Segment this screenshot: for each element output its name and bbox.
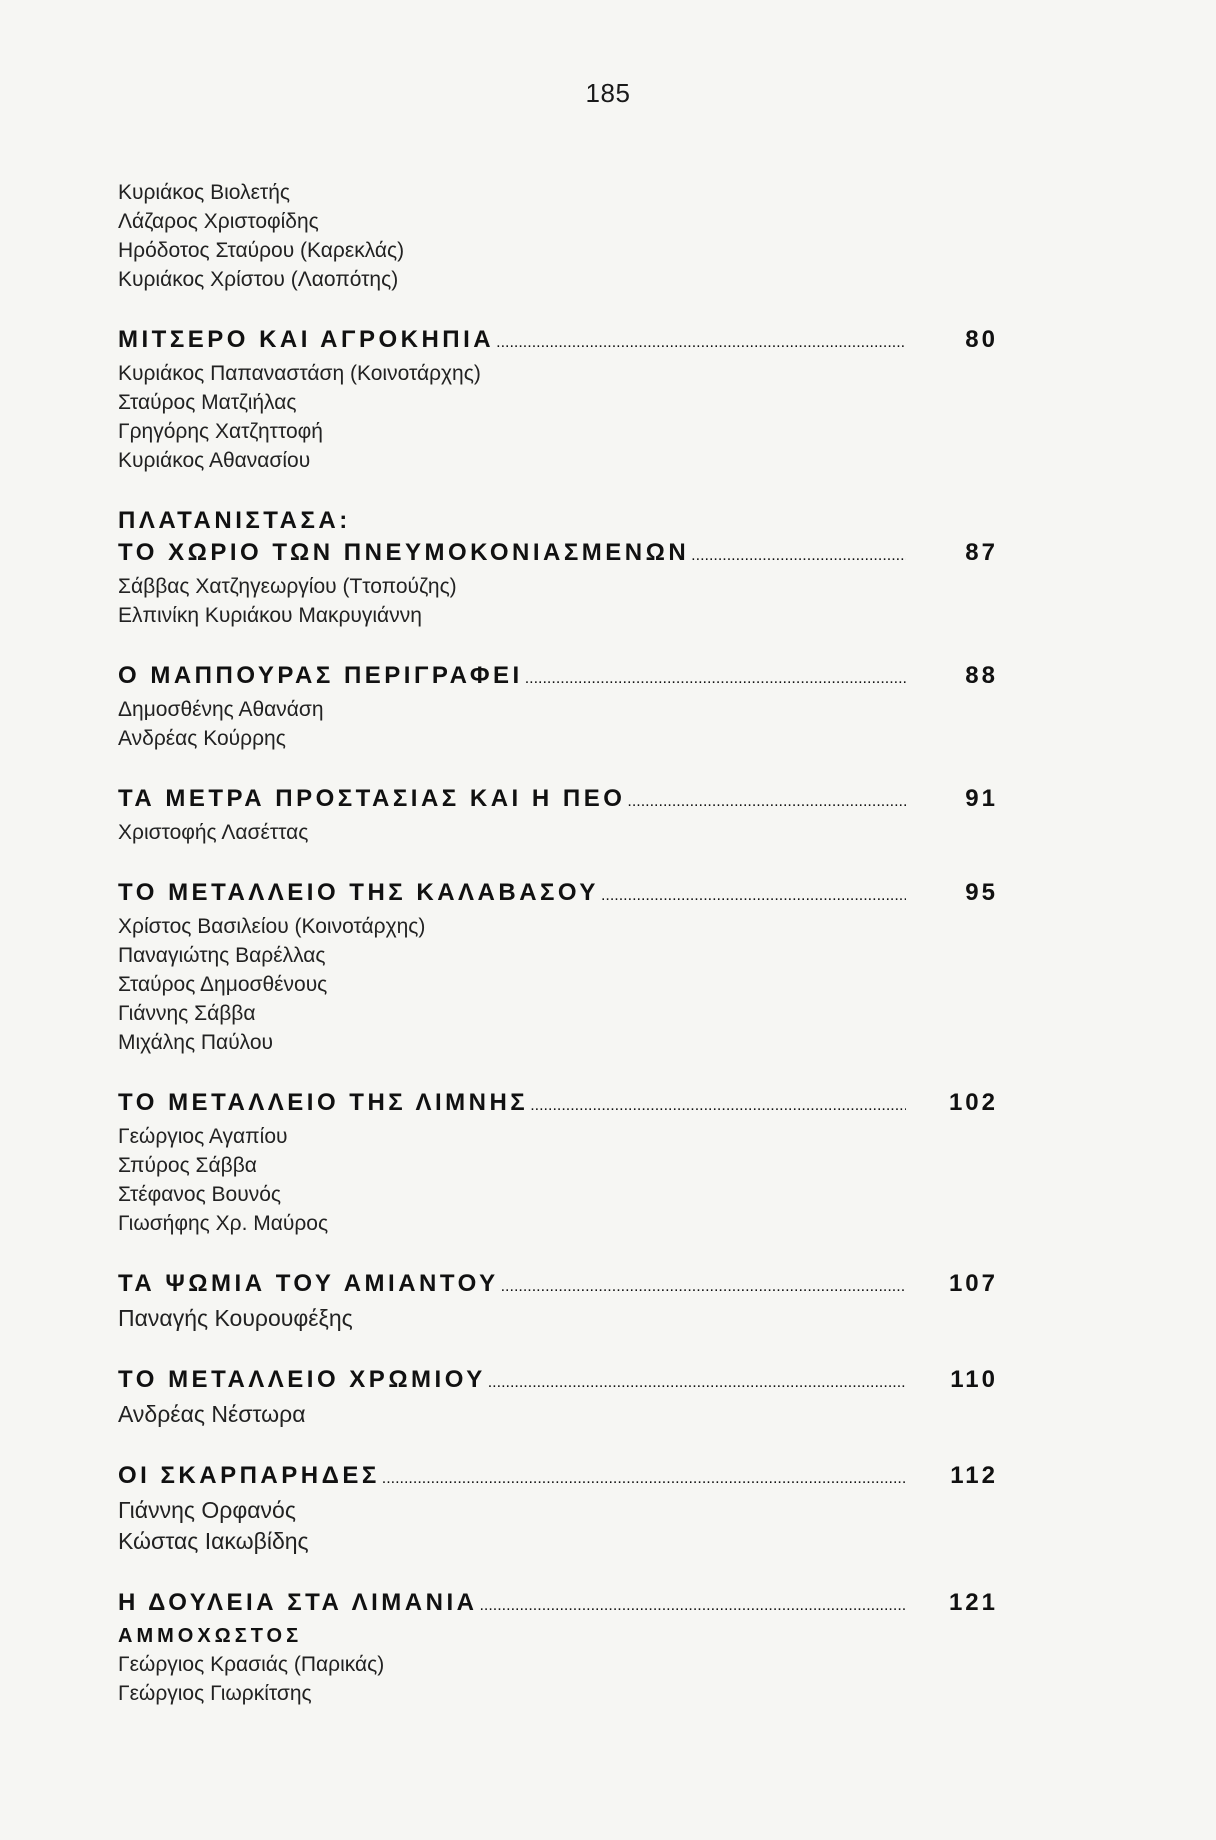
contributor-name: Κώστας Ιακωβίδης (118, 1528, 309, 1554)
section-title: Ο ΜΑΠΠΟΥΡΑΣ ΠΕΡΙΓΡΑΦΕΙ (118, 662, 523, 689)
section-page-number: 107 (948, 1270, 998, 1297)
section-page-number: 88 (965, 662, 998, 689)
contributor-name: Σάββας Χατζηγεωργίου (Ττοπούζης) (118, 575, 457, 598)
contributor-name: Ανδρέας Νέστωρα (118, 1401, 306, 1427)
contributor-name: Δημοσθένης Αθανάση (118, 698, 324, 721)
toc-section-metra-prostasias (118, 783, 998, 847)
dot-leader (601, 880, 906, 912)
toc-entry (118, 877, 998, 912)
toc-section-psomia-amiantou (118, 1268, 998, 1334)
toc-entry (118, 660, 998, 695)
contributor-name: Ηρόδοτος Σταύρου (Καρεκλάς) (118, 239, 405, 262)
contributor-name: Σπύρος Σάββα (118, 1154, 257, 1177)
section-subtitle: ΑΜΜΟΧΩΣΤΟΣ (118, 1625, 303, 1647)
contributor-name: Γεώργιος Κρασιάς (Παρικάς) (118, 1653, 385, 1676)
page-number: 185 (585, 78, 631, 108)
section-title: ΜΙΤΣΕΡΟ ΚΑΙ ΑΓΡΟΚΗΠΙΑ (118, 326, 495, 353)
section-title: Η ΔΟΥΛΕΙΑ ΣΤΑ ΛΙΜΑΝΙΑ (118, 1589, 478, 1616)
table-of-contents (118, 178, 998, 1708)
section-page-number: 121 (948, 1589, 998, 1616)
contributor-name: Γιωσήφης Χρ. Μαύρος (118, 1212, 329, 1235)
toc-entry (118, 1587, 998, 1622)
contributor-name: Κυριάκος Παπαναστάση (Κοινοτάρχης) (118, 362, 481, 385)
toc-section-kalavasos (118, 877, 998, 1057)
toc-section-limni (118, 1087, 998, 1238)
toc-entry (118, 1268, 998, 1303)
contributor-name: Στέφανος Βουνός (118, 1183, 281, 1206)
contributor-name: Γρηγόρης Χατζηττοφή (118, 420, 323, 443)
section-title: ΤΑ ΨΩΜΙΑ ΤΟΥ ΑΜΙΑΝΤΟΥ (118, 1270, 499, 1297)
section-page-number: 87 (965, 539, 998, 566)
contributor-name: Κυριάκος Χρίστου (Λαοπότης) (118, 268, 399, 291)
section-title: ΟΙ ΣΚΑΡΠΑΡΗΔΕΣ (118, 1462, 380, 1489)
contributor-name: Παναγιώτης Βαρέλλας (118, 944, 326, 967)
section-title: ΤΟ ΜΕΤΑΛΛΕΙΟ ΤΗΣ ΚΑΛΑΒΑΣΟΥ (118, 879, 599, 906)
dot-leader (479, 1590, 906, 1622)
contributor-name: Γιάννης Ορφανός (118, 1497, 296, 1523)
dot-leader (501, 1271, 906, 1303)
contributor-name: Παναγής Κουρουφέξης (118, 1305, 353, 1331)
toc-section-skarparides (118, 1460, 998, 1557)
toc-section-chromiou (118, 1364, 998, 1430)
section-page-number: 102 (948, 1089, 998, 1116)
section-title: ΤΟ ΜΕΤΑΛΛΕΙΟ ΤΗΣ ΛΙΜΝΗΣ (118, 1089, 529, 1116)
dot-leader (382, 1463, 906, 1495)
contributor-name: Γιάννης Σάββα (118, 1002, 256, 1025)
toc-section-mitsero (118, 324, 998, 475)
toc-entry (118, 1460, 998, 1495)
section-title: ΤΟ ΧΩΡΙΟ ΤΩΝ ΠΝΕΥΜΟΚΟΝΙΑΣΜΕΝΩΝ (118, 539, 690, 566)
toc-entry (118, 537, 998, 572)
toc-section-limania (118, 1587, 998, 1708)
contributor-name: Κυριάκος Αθανασίου (118, 449, 311, 472)
contributor-name: Χρίστος Βασιλείου (Κοινοτάρχης) (118, 915, 426, 938)
toc-section-platanistasa (118, 505, 998, 630)
dot-leader (627, 786, 906, 818)
dot-leader (525, 663, 906, 695)
dot-leader (530, 1090, 906, 1122)
intro-names (118, 178, 998, 294)
toc-section-mappouras (118, 660, 998, 753)
dot-leader (488, 1367, 906, 1399)
toc-entry (118, 324, 998, 359)
contributor-name: Μιχάλης Παύλου (118, 1031, 274, 1054)
contributor-name: Κυριάκος Βιολετής (118, 181, 291, 204)
section-page-number: 80 (965, 326, 998, 353)
contributor-name: Ελπινίκη Κυριάκου Μακρυγιάννη (118, 604, 422, 627)
contributor-name: Σταύρος Ματζιήλας (118, 391, 297, 414)
contributor-name: Γεώργιος Γιωρκίτσης (118, 1682, 312, 1705)
section-page-number: 95 (965, 879, 998, 906)
contributor-name: Λάζαρος Χριστοφίδης (118, 210, 319, 233)
contributor-name: Γεώργιος Αγαπίου (118, 1125, 288, 1148)
section-title-line1: ΠΛΑΤΑΝΙΣΤΑΣΑ: (118, 507, 351, 534)
section-page-number: 91 (965, 785, 998, 812)
contributor-name: Ανδρέας Κούρρης (118, 727, 286, 750)
section-title: ΤΑ ΜΕΤΡΑ ΠΡΟΣΤΑΣΙΑΣ ΚΑΙ Η ΠΕΟ (118, 785, 626, 812)
contributor-name: Σταύρος Δημοσθένους (118, 973, 328, 996)
section-page-number: 112 (950, 1462, 998, 1489)
toc-entry (118, 1087, 998, 1122)
section-page-number: 110 (950, 1366, 998, 1393)
section-title: ΤΟ ΜΕΤΑΛΛΕΙΟ ΧΡΩΜΙΟΥ (118, 1366, 486, 1393)
dot-leader (496, 327, 906, 359)
toc-entry (118, 1364, 998, 1399)
dot-leader (691, 540, 906, 572)
contributor-name: Χριστοφής Λασέττας (118, 821, 309, 844)
toc-entry (118, 783, 998, 818)
